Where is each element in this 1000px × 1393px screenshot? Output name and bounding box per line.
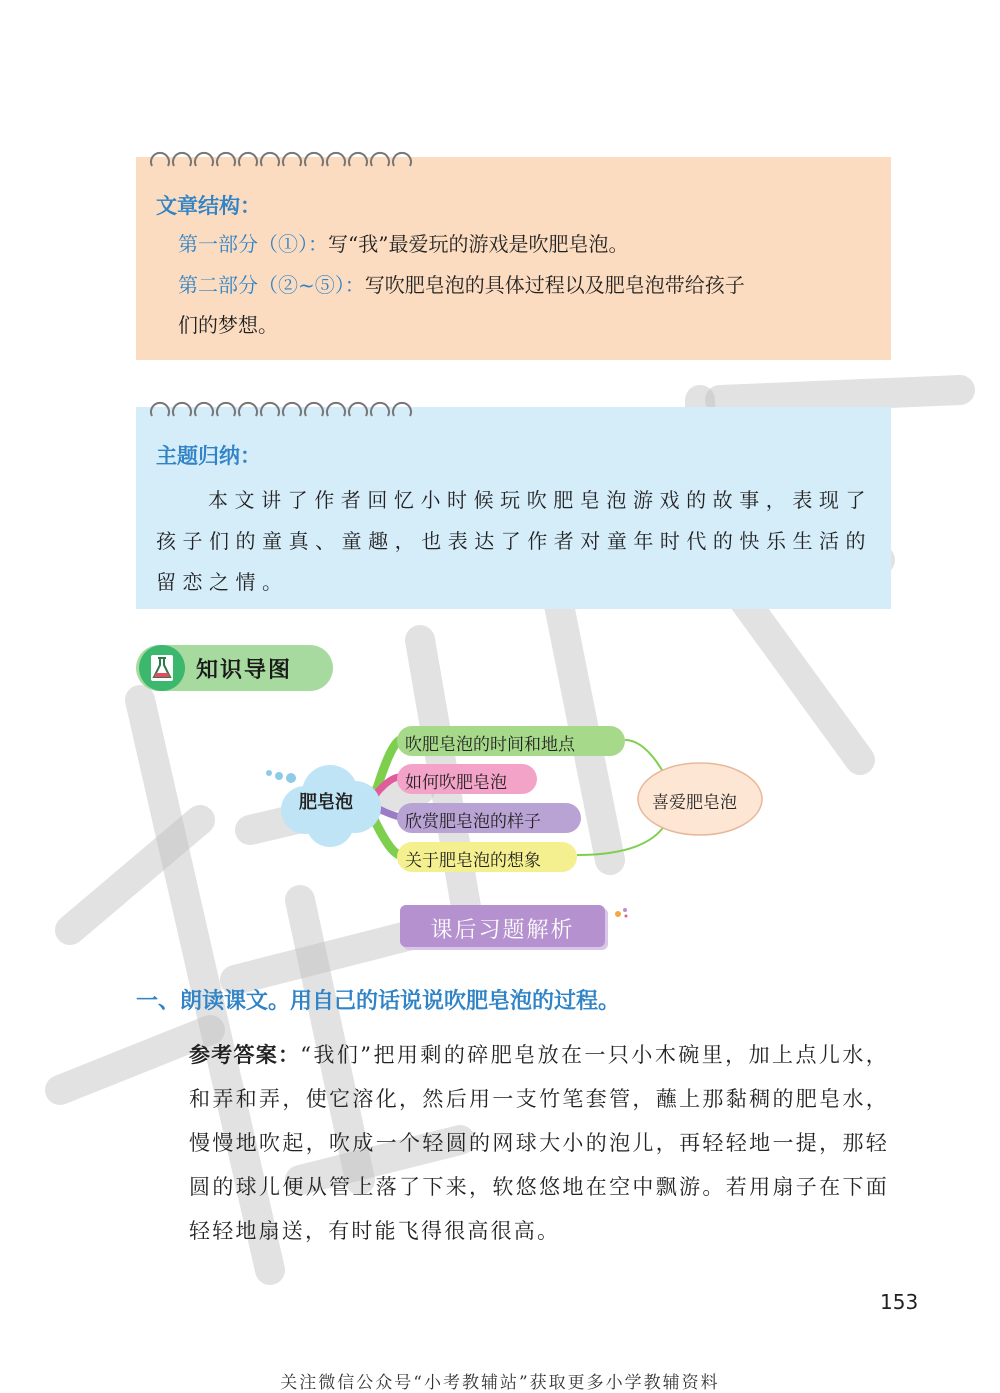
connector-bottom <box>577 825 665 855</box>
part2-text: 写吹肥皂泡的具体过程以及肥皂泡带给孩子 <box>364 273 745 297</box>
spiral-rings-icon <box>144 396 414 422</box>
structure-title: 文章结构： <box>156 194 261 218</box>
part2-label: 第二部分（②~⑤）： <box>178 273 365 297</box>
exercise-badge <box>400 905 605 947</box>
spiral-rings-icon <box>144 146 414 172</box>
footer-note: 关注微信公众号“小考教辅站”获取更多小学教辅资料 <box>280 1373 720 1393</box>
structure-part1 <box>178 230 628 258</box>
theme-title: 主题归纳： <box>156 444 261 468</box>
part1-label: 第一部分（①）： <box>178 232 328 256</box>
answer-label: 参考答案： <box>189 1043 301 1067</box>
answer-text: “我们”把用剩的碎肥皂放在一只小木碗里，加上点儿水，和弄和弄，使它溶化，然后用一支竹笔套管，蘸上那黏稠的肥皂水，慢慢地吹起，吹成一个轻圆的网球大小的泡儿，再轻轻地一提，那轻圆的球儿便从管上落了下来，软悠悠地在空中飘游。若用扇子在下面轻轻地扇送，有时能飞得很高很高。 <box>189 1043 890 1243</box>
structure-box <box>136 157 891 360</box>
branch-1: 吹肥皂泡的时间和地点 <box>405 735 575 755</box>
branch-2: 如何吹肥皂泡 <box>405 773 507 793</box>
question-1: 一、朗读课文。用自己的话说说吹肥皂泡的过程。 <box>136 989 621 1014</box>
branch-line-4 <box>373 817 400 855</box>
branch-4: 关于肥皂泡的想象 <box>405 851 541 871</box>
connector-top <box>625 740 665 775</box>
flask-icon <box>137 643 187 693</box>
page-number: 153 <box>880 1290 919 1314</box>
part2-continuation: 们的梦想。 <box>178 313 278 337</box>
knowledge-map-badge <box>136 645 333 691</box>
mind-map-center: 肥皂泡 <box>299 792 353 813</box>
knowledge-map-title: 知识导图 <box>196 658 293 683</box>
answer-paragraph <box>189 1033 889 1253</box>
exercise-title: 课后习题解析 <box>430 918 575 943</box>
structure-part2 <box>178 271 745 299</box>
part1-text: 写“我”最爱玩的游戏是吹肥皂泡。 <box>328 232 629 256</box>
theme-box <box>136 407 891 609</box>
mind-map-conclusion: 喜爱肥皂泡 <box>652 793 737 813</box>
branch-3: 欣赏肥皂泡的样子 <box>405 812 541 832</box>
dots-icon <box>612 906 632 920</box>
theme-text: 本文讲了作者回忆小时候玩吹肥皂泡游戏的故事，表现了孩子们的童真、童趣，也表达了作者对童年时代的快乐生活的留恋之情。 <box>156 488 872 594</box>
mind-map <box>255 715 775 885</box>
